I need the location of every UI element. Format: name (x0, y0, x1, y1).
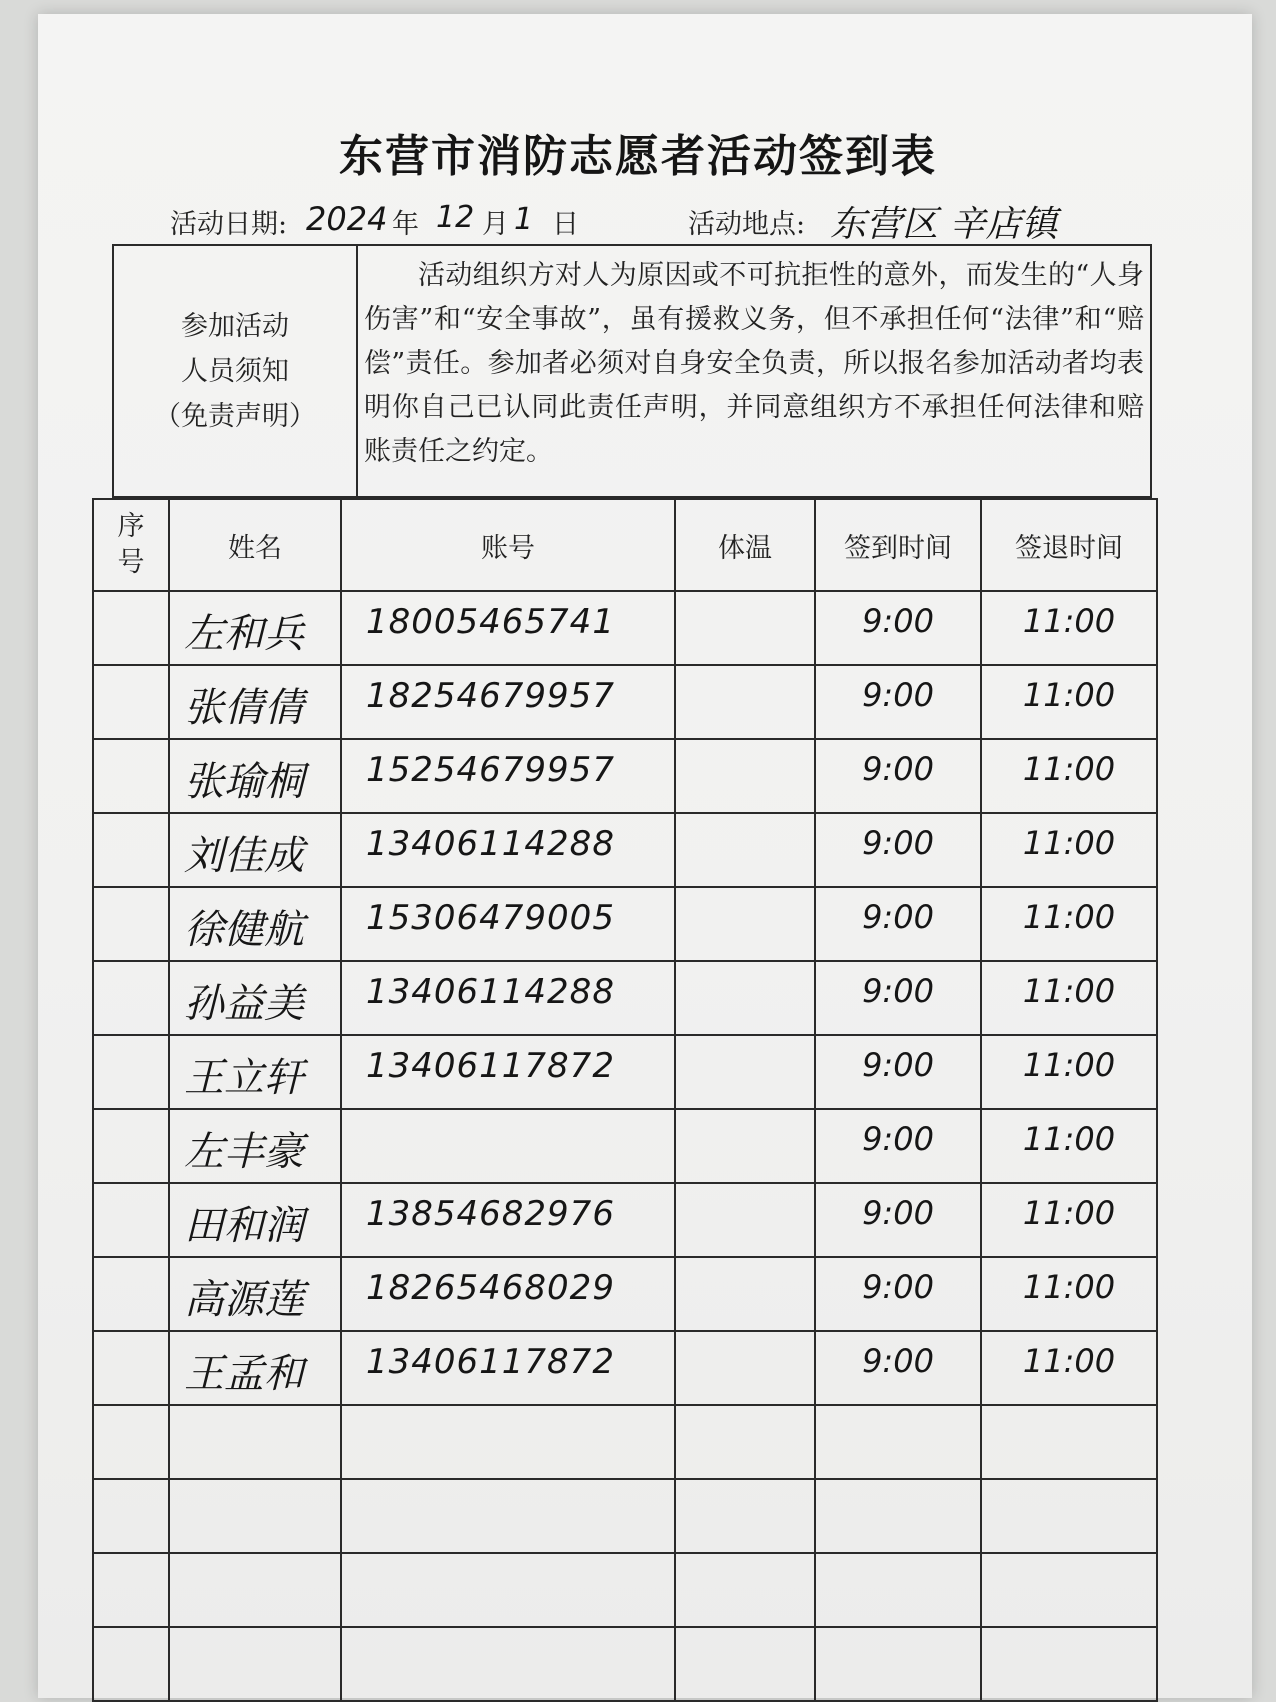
checkout-cell (981, 1257, 1157, 1331)
name-cell (169, 1553, 341, 1627)
checkout-value: 11:00 (1022, 1120, 1116, 1158)
checkout-value: 11:00 (1022, 898, 1116, 936)
checkin-value: 9:00 (862, 898, 934, 936)
checkin-cell (815, 887, 981, 961)
checkout-value: 11:00 (1022, 676, 1116, 714)
header-temp: 体温 (675, 499, 815, 591)
disclaimer-title-line: （免责声明） (154, 400, 316, 432)
checkout-value: 11:00 (1022, 824, 1116, 862)
checkin-cell (815, 1183, 981, 1257)
temp-cell (675, 813, 815, 887)
account-cell (341, 1405, 675, 1479)
account-value: 18265468029 (366, 1268, 615, 1308)
table-row (93, 1035, 1157, 1109)
name-cell (169, 1479, 341, 1553)
account-cell (341, 1257, 675, 1331)
name-cell (169, 1331, 341, 1405)
temp-cell (675, 1553, 815, 1627)
table-row (93, 1331, 1157, 1405)
table-row (93, 1553, 1157, 1627)
checkout-value: 11:00 (1022, 750, 1116, 788)
disclaimer-box (112, 244, 1152, 498)
checkout-cell (981, 887, 1157, 961)
checkin-cell (815, 591, 981, 665)
table-row (93, 591, 1157, 665)
account-value: 13854682976 (366, 1194, 615, 1234)
checkin-value: 9:00 (862, 824, 934, 862)
account-cell (341, 813, 675, 887)
account-cell (341, 887, 675, 961)
temp-cell (675, 1479, 815, 1553)
name-value: 左和兵 (184, 611, 304, 657)
seq-cell (93, 739, 169, 813)
date-month-unit: 月 (482, 209, 509, 240)
checkin-cell (815, 739, 981, 813)
table-row (93, 739, 1157, 813)
checkout-value: 11:00 (1022, 972, 1116, 1010)
checkin-cell (815, 1035, 981, 1109)
name-cell (169, 739, 341, 813)
name-value: 王立轩 (184, 1055, 304, 1101)
checkin-cell (815, 1109, 981, 1183)
account-cell (341, 1183, 675, 1257)
table-header-row (93, 499, 1157, 591)
account-value: 18005465741 (366, 602, 615, 642)
checkout-cell (981, 813, 1157, 887)
checkout-cell (981, 961, 1157, 1035)
checkin-value: 9:00 (862, 1268, 934, 1306)
checkout-value: 11:00 (1022, 1194, 1116, 1232)
checkout-cell (981, 1109, 1157, 1183)
checkout-value: 11:00 (1022, 1342, 1116, 1380)
checkin-value: 9:00 (862, 602, 934, 640)
date-day-unit: 日 (552, 209, 579, 240)
account-cell (341, 665, 675, 739)
seq-cell (93, 961, 169, 1035)
name-cell (169, 1257, 341, 1331)
temp-cell (675, 1331, 815, 1405)
name-cell (169, 961, 341, 1035)
header-seq: 序号 (93, 499, 169, 591)
account-value: 13406114288 (366, 824, 615, 864)
checkout-value: 11:00 (1022, 1046, 1116, 1084)
account-cell (341, 1109, 675, 1183)
seq-cell (93, 591, 169, 665)
account-cell (341, 591, 675, 665)
name-cell (169, 1405, 341, 1479)
table-row (93, 1257, 1157, 1331)
account-cell (341, 1627, 675, 1701)
table-row (93, 1405, 1157, 1479)
name-value: 张倩倩 (184, 685, 304, 731)
checkin-cell (815, 665, 981, 739)
temp-cell (675, 961, 815, 1035)
name-value: 田和润 (184, 1203, 304, 1249)
checkin-cell (815, 1479, 981, 1553)
checkin-cell (815, 1405, 981, 1479)
checkin-cell (815, 1627, 981, 1701)
header-checkin: 签到时间 (815, 499, 981, 591)
account-cell (341, 1331, 675, 1405)
name-cell (169, 813, 341, 887)
table-row (93, 813, 1157, 887)
checkin-value: 9:00 (862, 1120, 934, 1158)
disclaimer-title (114, 246, 358, 496)
account-cell (341, 1553, 675, 1627)
table-row (93, 887, 1157, 961)
temp-cell (675, 591, 815, 665)
name-value: 张瑜桐 (184, 759, 304, 805)
disclaimer-text: 活动组织方对人为原因或不可抗拒性的意外，而发生的“人身伤害”和“安全事故”，虽有援救义务，但不承担任何“法律”和“赔偿”责任。参加者必须对自身安全负责，所以报名参加活动者均表明你自己已认同此责任声明，并同意组织方不承担任何法律和赔账责任之约定。 (364, 260, 1144, 467)
checkout-cell (981, 665, 1157, 739)
checkout-value: 11:00 (1022, 1268, 1116, 1306)
date-day: 1 (514, 202, 534, 237)
disclaimer-title-line: 参加活动 (181, 310, 289, 342)
seq-cell (93, 1331, 169, 1405)
table-body (93, 591, 1157, 1701)
checkout-cell (981, 1479, 1157, 1553)
temp-cell (675, 1257, 815, 1331)
account-cell (341, 1479, 675, 1553)
temp-cell (675, 1627, 815, 1701)
table-row (93, 961, 1157, 1035)
name-cell (169, 1183, 341, 1257)
table-row (93, 1183, 1157, 1257)
account-cell (341, 739, 675, 813)
table-row (93, 1109, 1157, 1183)
seq-cell (93, 1109, 169, 1183)
location-value: 东营区 辛店镇 (830, 204, 1058, 245)
name-cell (169, 1109, 341, 1183)
checkin-value: 9:00 (862, 1046, 934, 1084)
signin-table (92, 498, 1158, 1702)
temp-cell (675, 1183, 815, 1257)
checkin-value: 9:00 (862, 972, 934, 1010)
account-value: 15306479005 (366, 898, 615, 938)
temp-cell (675, 665, 815, 739)
temp-cell (675, 1035, 815, 1109)
header-account: 账号 (341, 499, 675, 591)
table-row (93, 1479, 1157, 1553)
disclaimer-title-line: 人员须知 (181, 355, 289, 387)
page-title: 东营市消防志愿者活动签到表 (339, 131, 937, 182)
account-value: 13406117872 (366, 1342, 615, 1382)
checkout-cell (981, 1553, 1157, 1627)
checkin-value: 9:00 (862, 1342, 934, 1380)
checkin-cell (815, 1331, 981, 1405)
name-value: 左丰豪 (184, 1129, 304, 1175)
name-value: 王孟和 (184, 1351, 304, 1397)
account-value: 13406114288 (366, 972, 615, 1012)
checkout-cell (981, 1183, 1157, 1257)
checkout-cell (981, 1035, 1157, 1109)
checkout-value: 11:00 (1022, 602, 1116, 640)
seq-cell (93, 665, 169, 739)
checkin-value: 9:00 (862, 676, 934, 714)
checkout-cell (981, 1331, 1157, 1405)
name-value: 孙益美 (184, 981, 304, 1027)
seq-cell (93, 1479, 169, 1553)
checkin-cell (815, 813, 981, 887)
seq-cell (93, 813, 169, 887)
seq-cell (93, 1035, 169, 1109)
location-label: 活动地点: (688, 209, 806, 240)
date-year-unit: 年 (392, 209, 419, 240)
header-checkout: 签退时间 (981, 499, 1157, 591)
checkout-cell (981, 1405, 1157, 1479)
account-cell (341, 1035, 675, 1109)
seq-cell (93, 1553, 169, 1627)
seq-cell (93, 1257, 169, 1331)
temp-cell (675, 1405, 815, 1479)
checkin-value: 9:00 (862, 1194, 934, 1232)
name-value: 刘佳成 (184, 833, 304, 879)
date-month: 12 (436, 200, 475, 235)
name-value: 高源莲 (184, 1277, 304, 1323)
checkin-cell (815, 1553, 981, 1627)
temp-cell (675, 1109, 815, 1183)
checkout-cell (981, 591, 1157, 665)
checkin-cell (815, 961, 981, 1035)
date-label: 活动日期: (170, 209, 288, 240)
name-cell (169, 1627, 341, 1701)
date-year: 2024 (306, 200, 388, 238)
checkin-cell (815, 1257, 981, 1331)
temp-cell (675, 887, 815, 961)
account-value: 18254679957 (366, 676, 615, 716)
seq-cell (93, 1405, 169, 1479)
seq-cell (93, 1183, 169, 1257)
name-cell (169, 887, 341, 961)
table-row (93, 665, 1157, 739)
name-cell (169, 1035, 341, 1109)
account-value: 15254679957 (366, 750, 615, 790)
header-name: 姓名 (169, 499, 341, 591)
name-cell (169, 665, 341, 739)
account-cell (341, 961, 675, 1035)
checkout-cell (981, 1627, 1157, 1701)
checkout-cell (981, 739, 1157, 813)
seq-cell (93, 887, 169, 961)
name-cell (169, 591, 341, 665)
seq-cell (93, 1627, 169, 1701)
table-row (93, 1627, 1157, 1701)
account-value: 13406117872 (366, 1046, 615, 1086)
checkin-value: 9:00 (862, 750, 934, 788)
temp-cell (675, 739, 815, 813)
name-value: 徐健航 (184, 907, 304, 953)
